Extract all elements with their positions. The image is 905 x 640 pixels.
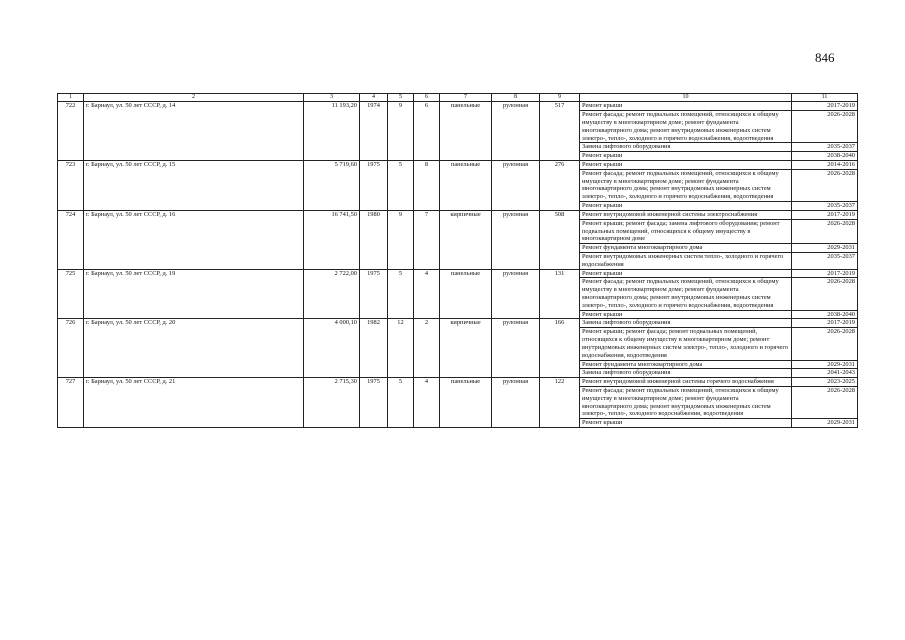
floors-cell: 12 bbox=[388, 319, 414, 378]
floors-cell: 9 bbox=[388, 102, 414, 161]
entrances-cell: 8 bbox=[414, 161, 440, 211]
column-header: 1 bbox=[58, 94, 84, 102]
area-cell: 2 715,30 bbox=[304, 378, 360, 428]
area-cell: 2 722,00 bbox=[304, 269, 360, 319]
roof-type-cell: рулонная bbox=[492, 161, 540, 211]
column-header: 5 bbox=[388, 94, 414, 102]
work-type-cell: Замена лифтового оборудования bbox=[580, 143, 792, 152]
capital-repair-table bbox=[57, 93, 858, 428]
address-cell: г. Барнаул, ул. 50 лет СССР, д. 20 bbox=[84, 319, 304, 378]
work-type-cell: Ремонт крыши; ремонт фасада; ремонт подвальных помещений, относящихся к общему имуществу в многоквартирном доме; ремонт внутридомовых инженерных систем электро-, тепло-, холодного и горячего водоснабжения, водоотведения bbox=[580, 328, 792, 360]
count-cell: 508 bbox=[540, 210, 580, 269]
work-type-cell: Ремонт внутридомовой инженерной системы горячего водоснабжения bbox=[580, 378, 792, 387]
entrances-cell: 7 bbox=[414, 210, 440, 269]
column-header: 7 bbox=[440, 94, 492, 102]
address-cell: г. Барнаул, ул. 50 лет СССР, д. 19 bbox=[84, 269, 304, 319]
floors-cell: 5 bbox=[388, 161, 414, 211]
period-cell: 2017-2019 bbox=[792, 319, 858, 328]
area-cell: 16 741,50 bbox=[304, 210, 360, 269]
entrances-cell: 4 bbox=[414, 378, 440, 428]
period-cell: 2017-2019 bbox=[792, 210, 858, 219]
entrances-cell: 6 bbox=[414, 102, 440, 161]
work-type-cell: Замена лифтового оборудования bbox=[580, 369, 792, 378]
work-type-cell: Ремонт крыши; ремонт фасада; замена лифтового оборудования; ремонт подвальных помещений, относящихся к общему имуществу в многоквартирном доме bbox=[580, 219, 792, 243]
work-type-cell: Ремонт фасада; ремонт подвальных помещений, относящихся к общему имуществу в многоквартирном доме; ремонт фундамента многоквартирного дома; ремонт внутридомовых инженерных систем электро-, тепло-, холодного и горячего водоснабжения, водоотведения bbox=[580, 278, 792, 310]
row-number: 724 bbox=[58, 210, 84, 269]
count-cell: 517 bbox=[540, 102, 580, 161]
floors-cell: 9 bbox=[388, 210, 414, 269]
year-cell: 1975 bbox=[360, 378, 388, 428]
area-cell: 11 193,20 bbox=[304, 102, 360, 161]
work-type-cell: Ремонт внутридомовой инженерной системы электроснабжения bbox=[580, 210, 792, 219]
period-cell: 2026-2028 bbox=[792, 169, 858, 201]
year-cell: 1974 bbox=[360, 102, 388, 161]
work-type-cell: Ремонт крыши bbox=[580, 102, 792, 111]
work-type-cell: Ремонт крыши bbox=[580, 202, 792, 211]
count-cell: 122 bbox=[540, 378, 580, 428]
column-header: 6 bbox=[414, 94, 440, 102]
area-cell: 4 000,10 bbox=[304, 319, 360, 378]
wall-material-cell: кирпичные bbox=[440, 319, 492, 378]
row-number: 722 bbox=[58, 102, 84, 161]
period-cell: 2017-2019 bbox=[792, 102, 858, 111]
wall-material-cell: панельные bbox=[440, 102, 492, 161]
column-number-row bbox=[58, 94, 858, 102]
table-row bbox=[58, 210, 858, 219]
period-cell: 2017-2019 bbox=[792, 269, 858, 278]
work-type-cell: Ремонт крыши bbox=[580, 152, 792, 161]
work-type-cell: Ремонт крыши bbox=[580, 269, 792, 278]
roof-type-cell: рулонная bbox=[492, 319, 540, 378]
period-cell: 2038-2040 bbox=[792, 310, 858, 319]
column-header: 4 bbox=[360, 94, 388, 102]
work-type-cell: Ремонт фасада; ремонт подвальных помещений, относящихся к общему имуществу в многоквартирном доме; ремонт фундамента многоквартирного дома; ремонт внутридомовых инженерных систем электро-, тепло-, холодного и горячего водоснабжения, водоотведения bbox=[580, 169, 792, 201]
period-cell: 2038-2040 bbox=[792, 152, 858, 161]
period-cell: 2026-2028 bbox=[792, 328, 858, 360]
wall-material-cell: панельные bbox=[440, 269, 492, 319]
year-cell: 1975 bbox=[360, 161, 388, 211]
count-cell: 131 bbox=[540, 269, 580, 319]
work-type-cell: Ремонт крыши bbox=[580, 310, 792, 319]
work-type-cell: Ремонт крыши bbox=[580, 419, 792, 428]
period-cell: 2026-2028 bbox=[792, 111, 858, 143]
count-cell: 276 bbox=[540, 161, 580, 211]
page-number: 846 bbox=[815, 50, 835, 65]
address-cell: г. Барнаул, ул. 50 лет СССР, д. 16 bbox=[84, 210, 304, 269]
year-cell: 1975 bbox=[360, 269, 388, 319]
roof-type-cell: рулонная bbox=[492, 378, 540, 428]
roof-type-cell: рулонная bbox=[492, 269, 540, 319]
row-number: 725 bbox=[58, 269, 84, 319]
wall-material-cell: панельные bbox=[440, 378, 492, 428]
period-cell: 2029-2031 bbox=[792, 419, 858, 428]
work-type-cell: Ремонт фундамента многоквартирного дома bbox=[580, 244, 792, 253]
floors-cell: 5 bbox=[388, 378, 414, 428]
period-cell: 2026-2028 bbox=[792, 386, 858, 418]
table-row bbox=[58, 269, 858, 278]
work-type-cell: Ремонт фасада; ремонт подвальных помещений, относящихся к общему имуществу в многоквартирном доме; ремонт фундамента многоквартирного дома; ремонт внутридомовых инженерных систем электро-, тепло-, холодного и горячего водоснабжения, водоотведения bbox=[580, 111, 792, 143]
roof-type-cell: рулонная bbox=[492, 102, 540, 161]
column-header: 8 bbox=[492, 94, 540, 102]
period-cell: 2035-2037 bbox=[792, 143, 858, 152]
entrances-cell: 4 bbox=[414, 269, 440, 319]
work-type-cell: Ремонт крыши bbox=[580, 161, 792, 170]
work-type-cell: Замена лифтового оборудования bbox=[580, 319, 792, 328]
row-number: 723 bbox=[58, 161, 84, 211]
table-row bbox=[58, 161, 858, 170]
period-cell: 2041-2043 bbox=[792, 369, 858, 378]
column-header: 3 bbox=[304, 94, 360, 102]
area-cell: 5 719,60 bbox=[304, 161, 360, 211]
period-cell: 2029-2031 bbox=[792, 244, 858, 253]
period-cell: 2026-2028 bbox=[792, 278, 858, 310]
address-cell: г. Барнаул, ул. 50 лет СССР, д. 14 bbox=[84, 102, 304, 161]
column-header: 10 bbox=[580, 94, 792, 102]
address-cell: г. Барнаул, ул. 50 лет СССР, д. 15 bbox=[84, 161, 304, 211]
period-cell: 2035-2037 bbox=[792, 252, 858, 269]
year-cell: 1980 bbox=[360, 210, 388, 269]
period-cell: 2035-2037 bbox=[792, 202, 858, 211]
work-type-cell: Ремонт фасада; ремонт подвальных помещений, относящихся к общему имуществу в многоквартирном доме; ремонт фундамента многоквартирного дома; ремонт внутридомовых инженерных систем электро-, тепло-, холодного водоснабжения, водоотведения bbox=[580, 386, 792, 418]
row-number: 726 bbox=[58, 319, 84, 378]
table-row bbox=[58, 319, 858, 328]
column-header: 2 bbox=[84, 94, 304, 102]
address-cell: г. Барнаул, ул. 50 лет СССР, д. 21 bbox=[84, 378, 304, 428]
column-header: 9 bbox=[540, 94, 580, 102]
period-cell: 2029-2031 bbox=[792, 360, 858, 369]
column-header: 11 bbox=[792, 94, 858, 102]
period-cell: 2014-2016 bbox=[792, 161, 858, 170]
wall-material-cell: кирпичные bbox=[440, 210, 492, 269]
period-cell: 2026-2028 bbox=[792, 219, 858, 243]
period-cell: 2023-2025 bbox=[792, 378, 858, 387]
table-body bbox=[58, 102, 858, 428]
table-row bbox=[58, 378, 858, 387]
count-cell: 166 bbox=[540, 319, 580, 378]
work-type-cell: Ремонт фундамента многоквартирного дома bbox=[580, 360, 792, 369]
floors-cell: 5 bbox=[388, 269, 414, 319]
wall-material-cell: панельные bbox=[440, 161, 492, 211]
work-type-cell: Ремонт внутридомовых инженерных систем тепло-, холодного и горячего водоснабжения bbox=[580, 252, 792, 269]
entrances-cell: 2 bbox=[414, 319, 440, 378]
table-row bbox=[58, 102, 858, 111]
roof-type-cell: рулонная bbox=[492, 210, 540, 269]
year-cell: 1982 bbox=[360, 319, 388, 378]
row-number: 727 bbox=[58, 378, 84, 428]
